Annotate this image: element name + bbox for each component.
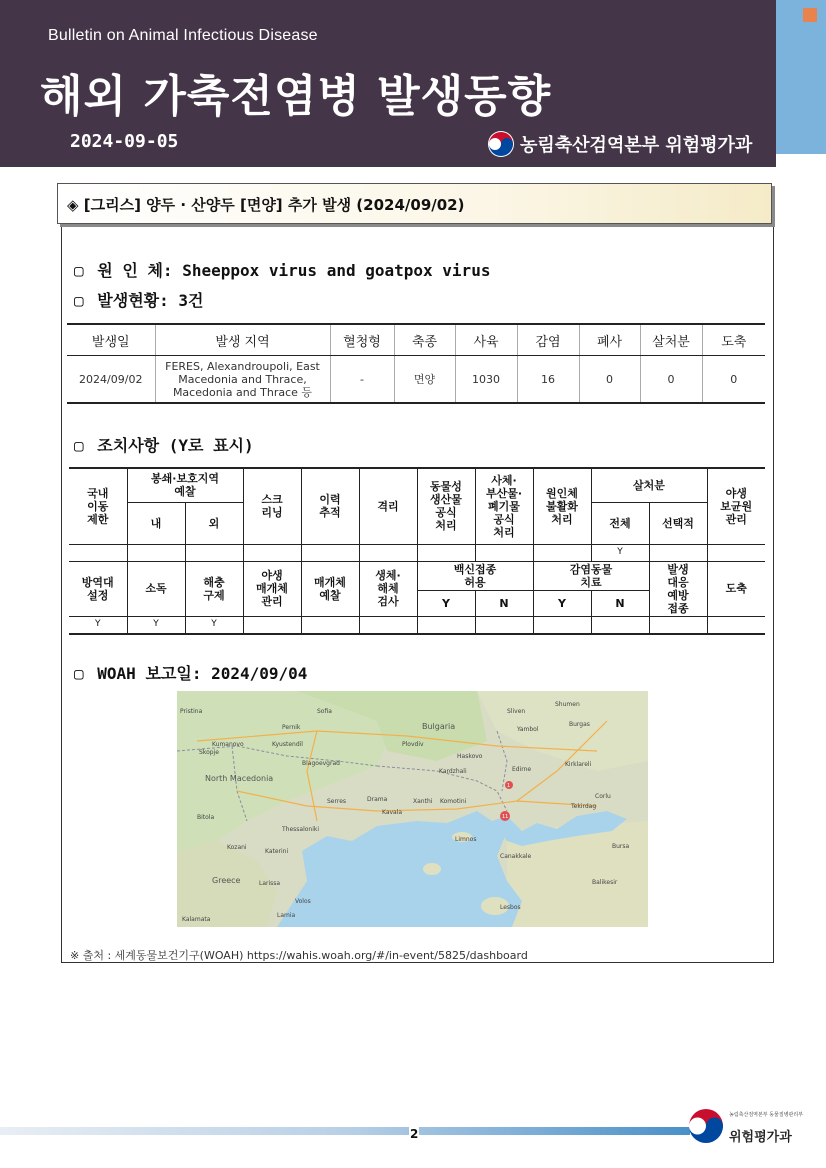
value-cell	[707, 544, 765, 561]
map-label: Tekirdag	[571, 803, 597, 810]
table-header: 폐사	[579, 324, 640, 356]
map-label: Kyustendil	[272, 741, 303, 748]
value-cell: Y	[185, 616, 243, 634]
value-cell	[359, 616, 417, 634]
map-label: Haskovo	[457, 753, 483, 760]
map-label: Skopje	[199, 749, 219, 756]
value-cell	[69, 544, 127, 561]
value-cell: Y	[591, 544, 649, 561]
cell-date: 2024/09/02	[67, 356, 155, 404]
hdr-wild-vector: 야생 매개체 관리	[243, 561, 301, 616]
measures-value-row-2	[69, 616, 765, 634]
checkbox-icon: ▢	[74, 261, 84, 280]
map-label: North Macedonia	[205, 774, 274, 783]
value-cell	[243, 544, 301, 561]
marker-label: 1	[507, 783, 511, 789]
map-label: Lamia	[277, 912, 296, 919]
map-svg	[177, 691, 648, 927]
org-name: 농림축산검역본부 위험평가과	[520, 135, 753, 156]
cell-culled: 0	[640, 356, 702, 404]
measures-value-row-1	[69, 544, 765, 561]
value-cell	[301, 544, 359, 561]
map-label: Sliven	[507, 708, 526, 715]
cell-serotype: -	[330, 356, 394, 404]
hdr-domestic: 국내 이동 제한	[69, 468, 127, 544]
map-label: Balikesir	[592, 879, 618, 886]
hdr-inside: 내	[127, 502, 185, 544]
status-label: 발생현황:	[97, 291, 169, 310]
map-label: Kardzhali	[439, 768, 467, 775]
woah-label: WOAH 보고일:	[97, 664, 202, 683]
value-cell	[417, 544, 475, 561]
hdr-inactivation: 원인체 불활화 처리	[533, 468, 591, 544]
map-label: Bursa	[612, 843, 630, 850]
footer-org-name: 위험평가과	[729, 1130, 792, 1145]
cell-infected: 16	[517, 356, 579, 404]
table-row	[67, 356, 765, 404]
value-cell	[591, 616, 649, 634]
status-value: 3건	[178, 291, 204, 310]
page-number: 2	[410, 1127, 419, 1141]
pathogen-value: Sheeppox virus and goatpox virus	[182, 261, 491, 280]
hdr-vector-surv: 매개체 예찰	[301, 561, 359, 616]
value-cell: Y	[69, 616, 127, 634]
footer-bar	[0, 1127, 690, 1135]
region-line: Macedonia and Thrace,	[178, 372, 307, 386]
map-label: Limnos	[455, 836, 477, 843]
map-label: Bitola	[197, 814, 215, 821]
woah-value: 2024/09/04	[211, 664, 308, 683]
measures-label: 조치사항 (Y로 표시)	[97, 436, 254, 455]
checkbox-icon: ▢	[74, 664, 84, 683]
map-label: Thessaloniki	[282, 826, 320, 833]
table-header: 감염	[517, 324, 579, 356]
table-header: 발생 지역	[155, 324, 330, 356]
hdr-products: 동물성 생산물 공식 처리	[417, 468, 475, 544]
hdr-outside: 외	[185, 502, 243, 544]
map-label: Plovdiv	[402, 741, 424, 748]
value-cell	[649, 544, 707, 561]
value-cell	[707, 616, 765, 634]
map-label: Blagoevgrad	[302, 760, 340, 767]
map-label: Canakkale	[500, 853, 532, 860]
map-label: Burgas	[569, 721, 590, 728]
map-label: Edirne	[512, 766, 532, 773]
corner-accent-strip	[776, 0, 826, 154]
header-org	[488, 131, 752, 157]
table-header-row	[67, 324, 765, 356]
hdr-vaccine: 백신접종 허용	[417, 561, 533, 590]
value-cell	[417, 616, 475, 634]
hdr-treat-yes: Y	[533, 590, 591, 616]
measures-header-row-3	[69, 561, 765, 590]
table-header: 발생일	[67, 324, 155, 356]
checkbox-icon: ▢	[74, 291, 84, 310]
hdr-pest: 해충 구제	[185, 561, 243, 616]
cell-reared: 1030	[455, 356, 517, 404]
cell-region	[155, 356, 330, 404]
value-cell: Y	[127, 616, 185, 634]
map-label: Kavala	[382, 809, 403, 816]
hdr-prevent-vac: 발생 대응 예방 접종	[649, 561, 707, 616]
value-cell	[243, 616, 301, 634]
section-title-box	[57, 183, 772, 224]
status-line	[74, 288, 203, 311]
bulletin-subtitle: Bulletin on Animal Infectious Disease	[48, 27, 318, 44]
map-label: Yambol	[517, 726, 539, 733]
hdr-disinfect: 소독	[127, 561, 185, 616]
hdr-wild-reservoir: 야생 보균원 관리	[707, 468, 765, 544]
cell-slaughtered: 0	[702, 356, 765, 404]
map-label: Kumanovo	[212, 741, 244, 748]
footer-org-small: 농림축산검역본부 동물질병관리부	[729, 1112, 804, 1118]
map-label: Greece	[212, 876, 241, 885]
measures-line	[74, 433, 254, 456]
source-note: ※ 출처 : 세계동물보건기구(WOAH) https://wahis.woah.org/#/in-event/5825/dashboard	[70, 949, 528, 962]
table-header: 사육	[455, 324, 517, 356]
map-label: Komotini	[440, 798, 467, 805]
map-label: Katerini	[265, 848, 289, 855]
hdr-screening: 스크 리닝	[243, 468, 301, 544]
page-title: 해외 가축전염병 발생동향	[40, 71, 552, 122]
pathogen-line	[74, 258, 490, 281]
taegeuk-logo-icon	[488, 131, 514, 157]
table-header: 혈청형	[330, 324, 394, 356]
hdr-zone: 봉쇄·보호지역 예찰	[127, 468, 243, 502]
value-cell	[475, 544, 533, 561]
cell-dead: 0	[579, 356, 640, 404]
map-label: Lesbos	[500, 904, 521, 911]
map-label: Larissa	[259, 880, 281, 887]
pathogen-label: 원 인 체:	[97, 261, 173, 280]
map-label: Pernik	[282, 724, 301, 731]
map-label: Serres	[327, 798, 347, 805]
value-cell	[649, 616, 707, 634]
bulletin-date: 2024-09-05	[70, 131, 179, 152]
hdr-vaccine-yes: Y	[417, 590, 475, 616]
table-header: 살처분	[640, 324, 702, 356]
hdr-zoning: 방역대 설정	[69, 561, 127, 616]
hdr-cull-all: 전체	[591, 502, 649, 544]
hdr-quarantine: 격리	[359, 468, 417, 544]
map-label: Sofia	[317, 708, 332, 715]
map-label: Kirklareli	[565, 761, 592, 768]
value-cell	[475, 616, 533, 634]
hdr-live-test: 생체· 해체 검사	[359, 561, 417, 616]
corner-accent-square	[803, 8, 817, 22]
measures-header-row-1	[69, 468, 765, 502]
checkbox-icon: ▢	[74, 436, 84, 455]
woah-line	[74, 661, 307, 684]
value-cell	[533, 616, 591, 634]
map-label: Kalamata	[182, 916, 211, 923]
hdr-treat: 감염동물 치료	[533, 561, 649, 590]
map-label: Drama	[367, 796, 388, 803]
map-label: Kozani	[227, 844, 247, 851]
map-label: Bulgaria	[422, 722, 456, 731]
map-label: Corlu	[595, 793, 611, 800]
hdr-treat-no: N	[591, 590, 649, 616]
hdr-cull: 살처분	[591, 468, 707, 502]
table-header: 축종	[394, 324, 455, 356]
value-cell	[185, 544, 243, 561]
value-cell	[359, 544, 417, 561]
hdr-vaccine-no: N	[475, 590, 533, 616]
hdr-trace: 이력 추적	[301, 468, 359, 544]
hdr-slaughter: 도축	[707, 561, 765, 616]
marker-label: 11	[502, 814, 509, 820]
cell-species: 면양	[394, 356, 455, 404]
value-cell	[533, 544, 591, 561]
hdr-cull-select: 선택적	[649, 502, 707, 544]
map-label: Volos	[295, 898, 311, 905]
map-label: Pristina	[180, 708, 203, 715]
table-header: 도축	[702, 324, 765, 356]
hdr-carcass: 사체· 부산물· 폐기물 공식 처리	[475, 468, 533, 544]
value-cell	[301, 616, 359, 634]
region-line: Macedonia and Thrace 등	[172, 385, 313, 399]
footer-logo-icon	[688, 1108, 724, 1148]
outbreak-table	[67, 323, 765, 404]
section-title: ◈ [그리스] 양두 · 산양두 [면양] 추가 발생 (2024/09/02)	[67, 196, 465, 214]
measures-table	[69, 467, 765, 635]
region-line: FERES, Alexandroupoli, East	[165, 359, 320, 373]
value-cell	[127, 544, 185, 561]
map-label: Xanthi	[413, 798, 433, 805]
outbreak-map	[177, 691, 648, 927]
map-label: Shumen	[555, 701, 580, 708]
